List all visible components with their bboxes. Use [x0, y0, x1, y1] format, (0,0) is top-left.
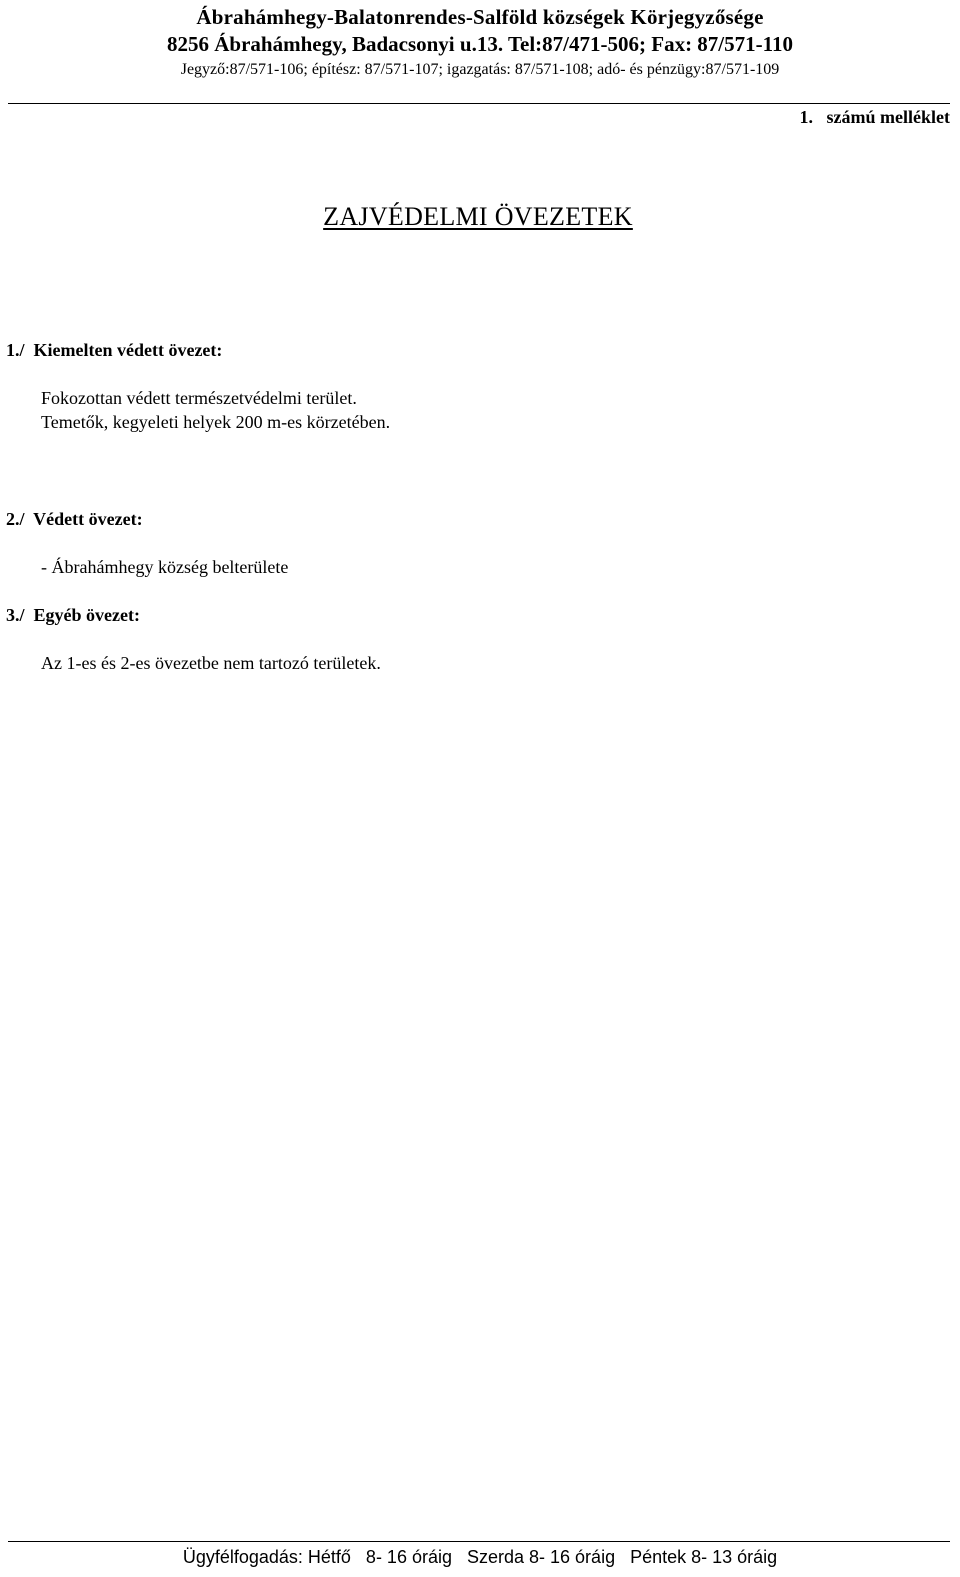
section-2-line-1: - Ábrahámhegy község belterülete: [41, 557, 289, 577]
office-hours-footer: Ügyfélfogadás: Hétfő 8- 16 óráig Szerda 8- 16 óráig Péntek 8- 13 óráig: [182, 1547, 778, 1567]
footer-divider: [8, 1541, 950, 1542]
section-1-line-1: Fokozottan védett természetvédelmi terület.: [41, 388, 357, 408]
office-phone-numbers: Jegyző:87/571-106; építész: 87/571-107; igazgatás: 87/571-108; adó- és pénzügy:87/571-109: [180, 61, 780, 78]
document-title: ZAJVÉDELMI ÖVEZETEK: [323, 202, 633, 231]
letterhead: [0, 4, 960, 80]
section-1-line-2: Temetők, kegyeleti helyek 200 m-es körzetében.: [41, 412, 391, 432]
office-name: Ábrahámhegy-Balatonrendes-Salföld községek Körjegyzősége: [196, 5, 764, 29]
annex-label: 1. számú melléklet: [799, 107, 950, 127]
letterhead-divider: [8, 103, 950, 104]
section-3-line-1: Az 1-es és 2-es övezetbe nem tartozó területek.: [41, 653, 381, 673]
section-2-heading: 2./ Védett övezet:: [6, 509, 143, 529]
office-address: 8256 Ábrahámhegy, Badacsonyi u.13. Tel:87/471-506; Fax: 87/571-110: [167, 32, 793, 56]
section-3-heading: 3./ Egyéb övezet:: [6, 605, 140, 625]
section-1-heading: 1./ Kiemelten védett övezet:: [6, 340, 223, 360]
